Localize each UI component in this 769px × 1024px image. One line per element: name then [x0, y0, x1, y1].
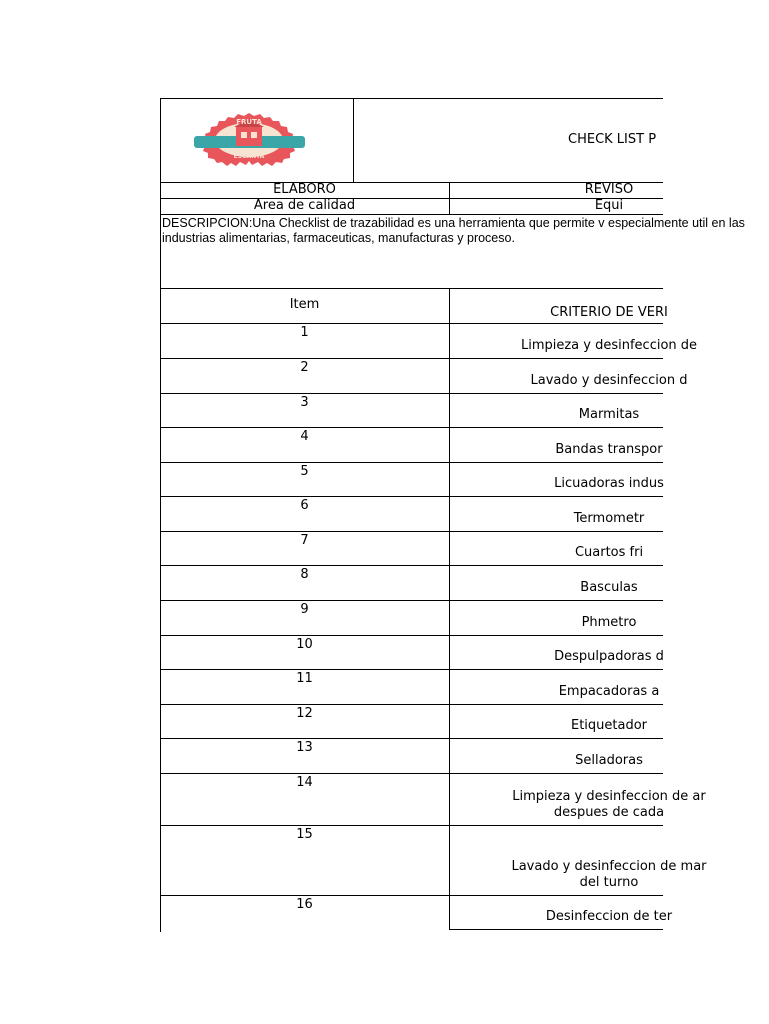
table-row-item: 13 — [296, 740, 313, 755]
grid-line — [449, 773, 663, 774]
grid-line — [449, 669, 663, 670]
grid-line — [449, 635, 450, 669]
grid-line — [449, 496, 450, 531]
grid-line — [449, 531, 450, 565]
grid-line — [449, 393, 450, 427]
table-row-item: 8 — [300, 567, 309, 582]
table-row-criterio: Empacadoras a — [558, 684, 660, 699]
grid-line — [160, 358, 449, 359]
grid-line — [160, 635, 449, 636]
grid-line — [160, 393, 449, 394]
grid-line — [449, 600, 450, 635]
grid-line — [449, 704, 450, 738]
elaboro-label: ELABORO — [273, 182, 336, 197]
col-header-criterio: CRITERIO DE VERI — [550, 305, 668, 320]
grid-line — [449, 773, 450, 825]
logo-text-top: FRUTA — [236, 118, 262, 126]
grid-line — [449, 738, 450, 773]
grid-line — [449, 427, 450, 462]
table-row-criterio: del turno — [579, 875, 639, 890]
table-row-criterio: Termometr — [573, 511, 645, 526]
grid-line — [449, 323, 450, 358]
table-row-item: 6 — [300, 498, 309, 513]
grid-line — [160, 98, 161, 932]
table-row-item: 15 — [296, 827, 313, 842]
grid-line — [160, 600, 449, 601]
grid-line — [449, 496, 663, 497]
grid-line — [160, 288, 663, 289]
table-row-criterio: Selladoras — [575, 753, 643, 768]
table-row-item: 5 — [300, 464, 309, 479]
grid-line — [449, 825, 450, 895]
grid-line — [449, 565, 450, 600]
grid-line — [449, 669, 450, 704]
grid-line — [449, 600, 663, 601]
grid-line — [160, 214, 663, 215]
table-row-criterio: Marmitas — [578, 407, 640, 422]
grid-line — [160, 825, 449, 826]
grid-line — [160, 323, 663, 324]
grid-line — [449, 738, 663, 739]
grid-line — [449, 635, 663, 636]
table-row-item: 2 — [300, 360, 309, 375]
table-row-criterio: Despulpadoras d — [554, 649, 664, 664]
grid-line — [449, 462, 663, 463]
table-row-item: 14 — [296, 775, 313, 790]
grid-line — [160, 669, 449, 670]
table-row-item: 4 — [300, 429, 309, 444]
table-row-item: 12 — [296, 706, 313, 721]
grid-line — [449, 427, 663, 428]
table-row-item: 7 — [300, 533, 309, 548]
grid-line — [449, 825, 663, 826]
grid-line — [449, 358, 450, 393]
grid-line — [160, 496, 449, 497]
reviso-value: Equi — [594, 198, 624, 213]
table-row-criterio: Lavado y desinfeccion de mar — [511, 859, 707, 874]
grid-line — [160, 462, 449, 463]
grid-line — [160, 531, 449, 532]
table-row-criterio: Etiquetador — [570, 718, 648, 733]
grid-line — [449, 288, 450, 323]
table-row-criterio: Phmetro — [581, 615, 637, 630]
grid-line — [449, 462, 450, 496]
table-row-criterio: Limpieza y desinfeccion de — [520, 338, 698, 353]
table-row-criterio: Licuadoras indus — [554, 476, 664, 491]
grid-line — [449, 531, 663, 532]
table-row-item: 1 — [300, 325, 309, 340]
description-text: DESCRIPCION:Una Checklist de trazabilidad es una herramienta que permite v especialmente util en las industrias alimentarias, farmaceuticas, manufacturas y proceso. — [162, 216, 745, 245]
grid-line — [160, 565, 449, 566]
grid-line — [160, 773, 449, 774]
table-row-criterio: Lavado y desinfeccion d — [530, 373, 688, 388]
table-row-item: 3 — [300, 395, 309, 410]
grid-line — [449, 929, 663, 930]
grid-line — [160, 98, 663, 99]
table-row-item: 11 — [296, 671, 313, 686]
grid-line — [449, 895, 663, 896]
brand-logo-icon — [192, 110, 307, 168]
grid-line — [160, 738, 449, 739]
checklist-sheet — [160, 98, 745, 932]
col-header-item: Item — [289, 297, 320, 312]
table-row-criterio: despues de cada — [553, 805, 665, 820]
table-row-criterio: Desinfeccion de ter — [545, 909, 673, 924]
table-row-item: 10 — [296, 637, 313, 652]
grid-line — [449, 393, 663, 394]
grid-line — [449, 565, 663, 566]
table-row-item: 16 — [296, 897, 313, 912]
grid-line — [160, 427, 449, 428]
elaboro-value: Area de calidad — [253, 198, 356, 213]
table-row-item: 9 — [300, 602, 309, 617]
table-row-criterio: Cuartos fri — [574, 545, 644, 560]
reviso-label: REVISO — [584, 182, 634, 197]
logo-text-bottom: ESCANTA — [233, 153, 265, 160]
grid-line — [449, 895, 450, 929]
grid-line — [449, 704, 663, 705]
table-row-criterio: Bandas transpor — [555, 442, 663, 457]
page-title: CHECK LIST P — [568, 132, 657, 147]
grid-line — [160, 895, 449, 896]
table-row-criterio: Basculas — [580, 580, 638, 595]
grid-line — [353, 98, 354, 183]
grid-line — [160, 704, 449, 705]
grid-line — [449, 358, 663, 359]
table-row-criterio: Limpieza y desinfeccion de ar — [512, 789, 706, 804]
